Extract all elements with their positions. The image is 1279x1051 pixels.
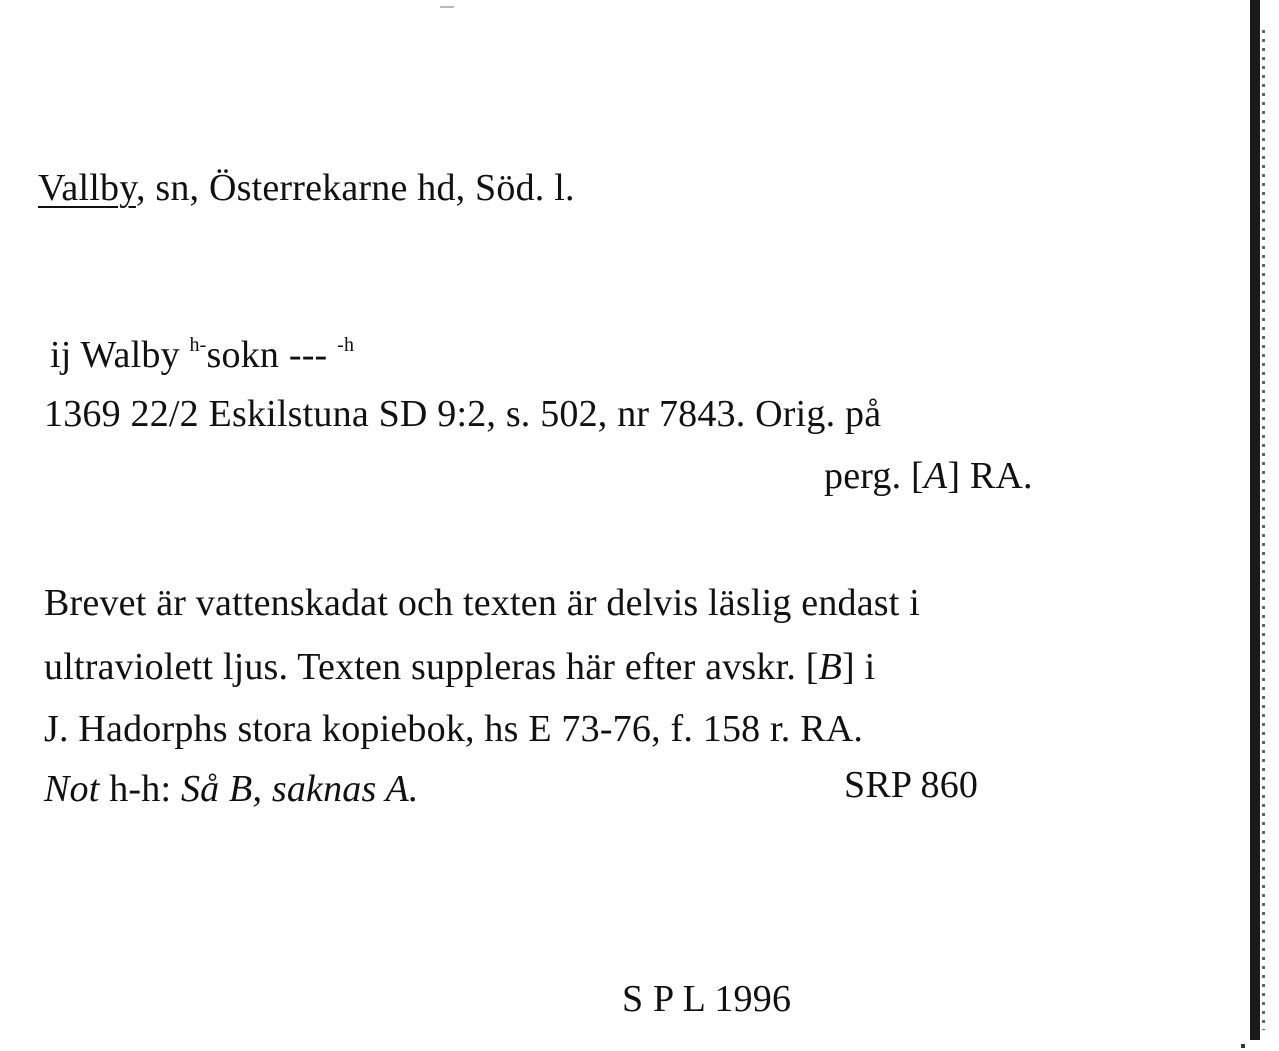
attested-form	[50, 333, 354, 383]
source-cont-post: ] RA.	[947, 455, 1033, 497]
sup-close: -h	[337, 334, 355, 356]
note-line-2	[44, 645, 875, 689]
note-variant: Så B, saknas A.	[180, 768, 419, 810]
note-line-2-post: ] i	[842, 646, 876, 688]
footer-signature: S P L 1996	[622, 978, 792, 1020]
source-line: 1369 22/2 Eskilstuna SD 9:2, s. 502, nr 7843. Orig. på	[44, 393, 882, 435]
source-continuation	[824, 454, 1033, 498]
note-line-3: J. Hadorphs stora kopiebok, hs E 73-76, f. 158 r. RA.	[44, 708, 864, 750]
source-cont-pre: perg. [	[824, 455, 924, 497]
note-line-1: Brevet är vattenskadat och texten är delvis läslig endast i	[44, 582, 921, 624]
heading-details: , sn, Österrekarne hd, Söd. l.	[135, 167, 575, 209]
scan-speck	[440, 6, 454, 8]
form-prefix: ij Walby	[50, 334, 190, 376]
source-cont-letter: A	[923, 455, 948, 497]
note-line-2-letter: B	[818, 646, 843, 688]
note-line-4	[44, 767, 419, 811]
place-name: Vallby	[38, 167, 136, 209]
note-line-2-pre: ultraviolett ljus. Texten suppleras här efter avskr. [	[44, 646, 819, 688]
card-edge-noise	[1262, 30, 1265, 1030]
form-word: sokn ---	[206, 334, 338, 376]
card-edge-shadow	[1250, 0, 1260, 1040]
note-not-label: Not	[44, 768, 100, 810]
heading	[38, 166, 575, 210]
scan-speck	[1241, 1044, 1245, 1048]
sup-open: h-	[189, 334, 207, 356]
note-hh: h-h:	[99, 768, 181, 810]
srp-reference: SRP 860	[844, 764, 979, 806]
